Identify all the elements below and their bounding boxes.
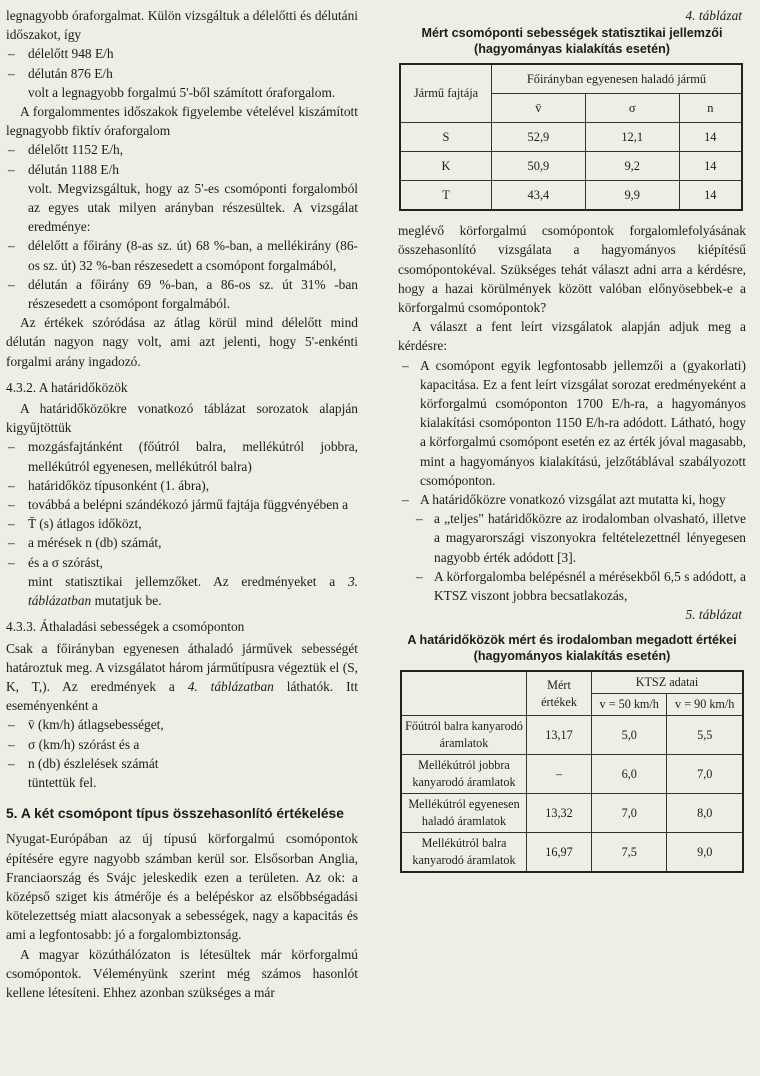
list-item: – délelőtt a főirány (8-as sz. út) 68 %-ban, a mellékirány (86-os sz. út) 32 %-ban részesedett a csomópont forgalmából, <box>8 238 358 273</box>
table-cell: 43,4 <box>492 181 586 211</box>
table-cell: 50,9 <box>492 152 586 181</box>
table-cell: 5,0 <box>592 716 667 755</box>
list-item: – σ (km/h) szórást és a <box>8 736 140 752</box>
table-cell: 16,97 <box>527 833 592 873</box>
table-cell: 52,9 <box>492 123 586 152</box>
table-4 <box>399 63 743 211</box>
table-cell: 14 <box>679 152 742 181</box>
paragraph: Nyugat-Európában az új típusú körforgalmú csomópontok építésére egyre nagyobb számban kerül sor. Elsősorban Anglia, Franciaország és Svájc jeleskedik ezen a területen. Az ok: a középső sziget kis átmérője és a belépéskor az elsőbbségadási kötelezettség miatt alacsonyak a sebességek, nagy a kapacitás és ami a legfontosabb: jó a forgalombiztonság. <box>6 831 358 943</box>
paragraph: volt. Megvizsgáltuk, hogy az 5'-es csomóponti forgalomból az egyes utak milyen arányban részesültek. A vizsgálat eredménye: <box>28 180 358 235</box>
section-heading-5: 5. A két csomópont típus összehasonlító értékelése <box>6 806 344 822</box>
table-cell: Főútról balra kanyarodó áramlatok <box>401 716 527 755</box>
table-cell: K <box>400 152 492 181</box>
table-5-number: 5. táblázat <box>685 607 742 623</box>
list-item: – határidőköz típusonként (1. ábra), <box>8 477 210 493</box>
table-cell: 13,17 <box>527 716 592 755</box>
table-4-number: 4. táblázat <box>685 8 742 23</box>
paragraph: meglévő körforgalmú csomópontok forgalomlefolyásának összehasonlító vizsgálata a hagyományos kiépítésű csomópontokéval. Szükséges tehát választ adni arra a kérdésre, hogy a hazai körülmények között valóban előnyösebbek-e a körforgalmú csomópontok? <box>398 223 746 316</box>
table-header: v̄ <box>492 94 586 123</box>
table-cell: 7,5 <box>592 833 667 873</box>
left-column <box>6 6 358 1002</box>
table-cell: S <box>400 123 492 152</box>
right-column <box>398 6 746 873</box>
paragraph: legnagyobb óraforgalmat. Külön vizsgáltuk a délelőtti és délutáni időszakot, így <box>6 8 358 43</box>
table-4-title: Mért csomóponti sebességek statisztikai jellemzői (hagyományas kialakítás esetén) <box>421 26 723 57</box>
list <box>398 356 746 510</box>
list-item: – délután 876 E/h <box>8 65 113 81</box>
table-header: v = 50 km/h <box>592 694 667 716</box>
table-cell: 12,1 <box>585 123 679 152</box>
paragraph: A forgalommentes időszakok figyelembe vételével kiszámított legnagyobb fiktív óraforgalom <box>6 104 358 139</box>
table-cell: 9,0 <box>667 833 743 873</box>
table-cell: 14 <box>679 181 742 211</box>
table-header: v = 90 km/h <box>667 694 743 716</box>
list <box>6 140 358 178</box>
table-cell: Mellékútról jobbra kanyarodó áramlatok <box>401 755 527 794</box>
list-item: – délután 1188 E/h <box>8 161 119 177</box>
table-cell: 14 <box>679 123 742 152</box>
table-header: n <box>679 94 742 123</box>
table-cell: T <box>400 181 492 211</box>
paragraph: A határidőközökre vonatkozó táblázat sorozatok alapján kigyűjtöttük <box>6 401 358 436</box>
table-cell: 13,32 <box>527 794 592 833</box>
table-row <box>400 152 742 181</box>
table-row <box>400 123 742 152</box>
paragraph: A magyar közúthálózaton is létesültek már körforgalmú csomópontok. Véleményünk szerint még számos hasonlót kellene létesíteni. Ehhez azonban szükséges a már <box>6 946 358 1000</box>
section-heading-4-3-3: 4.3.3. Áthaladási sebességek a csomóponton <box>6 619 245 635</box>
list <box>6 236 358 313</box>
table-cell: – <box>527 755 592 794</box>
paragraph: tüntettük fel. <box>28 774 97 790</box>
table-reference: 3. táblázatban <box>28 573 358 609</box>
list <box>6 715 358 773</box>
paragraph: volt a legnagyobb forgalmú 5'-ből számított óraforgalom. <box>28 84 336 100</box>
table-row <box>400 181 742 211</box>
table-5 <box>400 670 744 873</box>
table-cell: Mellékútról balra kanyarodó áramlatok <box>401 833 527 873</box>
paragraph: A választ a fent leírt vizsgálatok alapján adjuk meg a kérdésre: <box>398 319 746 354</box>
table-row <box>401 794 743 833</box>
table-row <box>401 755 743 794</box>
list-item: – n (db) észlelések számát <box>8 755 159 771</box>
table-cell: 6,0 <box>592 755 667 794</box>
paragraph: Az értékek szóródása az átlag körül mind délelőtt mind délután nagyon nagy volt, ami azt jelenti, hogy 5'-enkénti forgalmi arány ingadozó. <box>6 315 358 369</box>
table-row <box>401 716 743 755</box>
list-item: – v̄ (km/h) átlagsebességet, <box>8 717 164 733</box>
table-row <box>401 833 743 873</box>
table-cell: 7,0 <box>592 794 667 833</box>
table-header: KTSZ adatai <box>592 671 744 694</box>
table-reference: 4. táblázatban <box>187 678 274 694</box>
table-header: σ <box>585 94 679 123</box>
table-cell: 9,2 <box>585 152 679 181</box>
list-item: – a „teljes" határidőközre az irodalomban olvasható, illetve a magyarországi viszonyokra feltételezettnél lényegesen nagyobb érték adódott [3]. <box>416 511 746 565</box>
list-item: – A határidőközre vonatkozó vizsgálat azt mutatta ki, hogy <box>402 492 726 508</box>
table-header: Mért értékek <box>527 671 592 716</box>
table-cell: 9,9 <box>585 181 679 211</box>
list <box>6 437 358 571</box>
paragraph: Csak a főirányban egyenesen áthaladó járművek sebességét határoztuk meg. A vizsgálatot három járműtípusra végeztük el (S, K, T,). Az eredmények a 4. táblázatban láthatók. Itt eseményenként a <box>6 640 358 714</box>
paragraph: mint statisztikai jellemzőket. Az eredményeket a 3. táblázatban mutatjuk be. <box>28 573 358 609</box>
list-item: – a mérések n (db) számát, <box>8 535 162 551</box>
table-cell: Mellékútról egyenesen haladó áramlatok <box>401 794 527 833</box>
table-cell: 8,0 <box>667 794 743 833</box>
list-item: – A körforgalomba belépésnél a mérésekből 6,5 s adódott, a KTSZ viszont jobbra becsatlakozás, <box>416 568 746 604</box>
list-item: – délután a főirány 69 %-ban, a 86-os sz. út 31% -ban részesedett a csomópont forgalmából. <box>8 276 358 312</box>
list-item: – mozgásfajtánként (főútról balra, mellékútról jobbra, mellékútról egyenesen, mellékútról balra) <box>8 439 358 474</box>
table-header: Főirányban egyenesen haladó jármű <box>492 64 743 94</box>
list-item: – A csomópont egyik legfontosabb jellemzői a (gyakorlati) kapacitása. Ez a fent leírt vizsgálat sorozat eredményeként a körforgalmú csomóponton 1700 E/h-ra, a hagyományos kialakítási csomóponton 1150 E/h-ra adódott. Látható, hogy a körforgalmú csomópont esetén ez az érték jóval magasabb, mint a hagyományos kialakítású, jelzőtáblával szabályozott csomóponton. <box>402 357 746 488</box>
list-item: – továbbá a belépni szándékozó jármű fajtája függvényében a <box>8 497 349 513</box>
table-cell: 5,5 <box>667 716 743 755</box>
table-header-empty <box>401 671 527 716</box>
table-cell: 7,0 <box>667 755 743 794</box>
table-header: Jármű fajtája <box>400 64 492 123</box>
section-heading-4-3-2: 4.3.2. A határidőközök <box>6 379 128 395</box>
list-item: – T̄ (s) átlagos időközt, <box>8 516 142 532</box>
list-item: – és a σ szórást, <box>8 554 103 570</box>
list-item: – délelőtt 948 E/h <box>8 46 114 62</box>
list-item: – délelőtt 1152 E/h, <box>8 142 124 158</box>
sub-list <box>398 509 746 605</box>
table-5-title: A határidőközök mért és irodalomban megadott értékei (hagyományos kialakítás esetén) <box>407 633 737 664</box>
list <box>6 44 358 82</box>
